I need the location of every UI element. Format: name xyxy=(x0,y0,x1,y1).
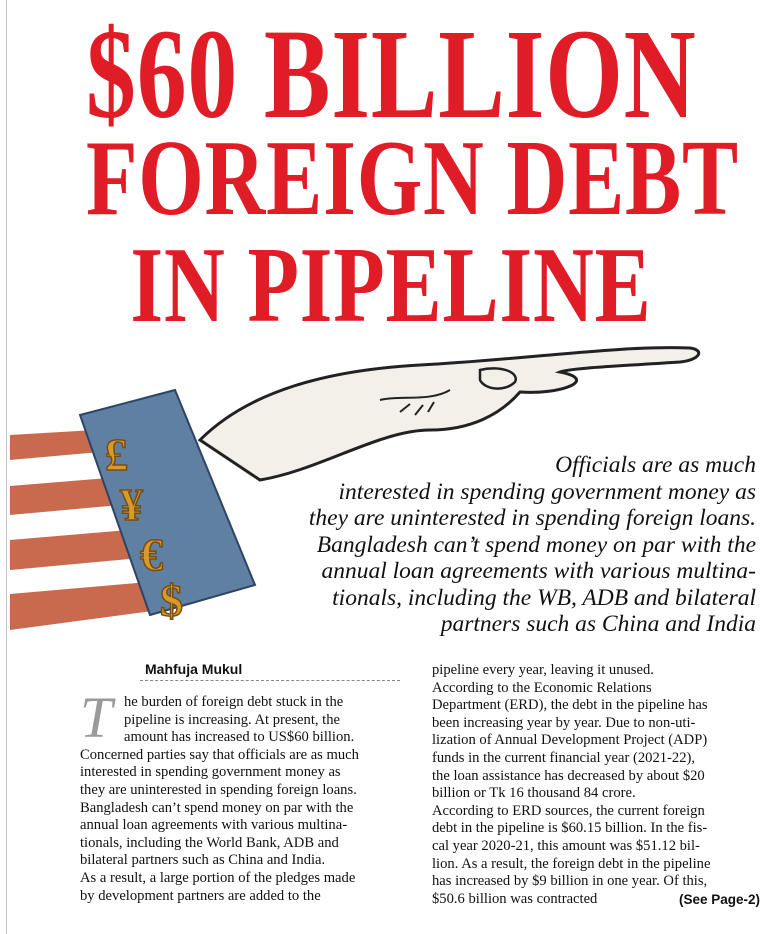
body-line: bilateral partners such as China and India. xyxy=(80,852,326,869)
body-line: debt in the pipeline is $60.15 billion. In the fis- xyxy=(432,820,708,837)
body-column-2 xyxy=(432,662,760,908)
body-line: annual loan agreements with various multina- xyxy=(80,817,348,834)
currency-symbol-yen: ¥ xyxy=(120,479,143,530)
body-line: pipeline is increasing. At present, the xyxy=(124,711,341,728)
headline-line-2: FOREIGN DEBT xyxy=(86,119,739,238)
byline: Mahfuja Mukul xyxy=(145,661,243,677)
body-line: lization of Annual Development Project (ADP) xyxy=(432,732,708,749)
currency-symbol-dollar: $ xyxy=(160,575,183,626)
headline-line-3: IN PIPELINE xyxy=(130,226,652,345)
body-line: As a result, a large portion of the pledges made xyxy=(80,869,356,886)
body-line-text: $50.6 billion was contracted xyxy=(432,890,598,907)
currency-symbol-pound: £ xyxy=(105,429,128,480)
continued-link[interactable]: (See Page-2) xyxy=(678,891,760,907)
dek-line: annual loan agreements with various multina- xyxy=(321,558,756,584)
body-line: the loan assistance has decreased by about $20 xyxy=(432,767,705,784)
body-line: funds in the current financial year (2021-22), xyxy=(432,749,695,766)
body-line: tionals, including the World Bank, ADB and xyxy=(80,834,339,851)
body-column-1 xyxy=(80,685,403,905)
byline-divider xyxy=(140,680,400,681)
body-line: According to the Economic Relations xyxy=(432,679,652,696)
body-line: According to ERD sources, the current foreign xyxy=(432,802,705,819)
body-line: been increasing year by year. Due to non-uti- xyxy=(432,714,696,731)
dek-line: they are uninterested in spending foreign loans. xyxy=(308,505,756,531)
body-line-last xyxy=(432,891,760,909)
body-line: amount has increased to US$60 billion. xyxy=(124,729,355,746)
body-line: Concerned parties say that officials are as much xyxy=(80,746,359,763)
headline-line-1: $60 BILLION xyxy=(86,3,697,145)
body-line: cal year 2020-21, this amount was $51.12 bil- xyxy=(432,837,700,854)
dek-line: interested in spending government money as xyxy=(338,478,756,505)
dek-line: Officials are as much xyxy=(555,452,756,478)
drop-cap: T xyxy=(80,685,113,750)
body-line: Department (ERD), the debt in the pipeline has xyxy=(432,697,708,714)
body-line: pipeline every year, leaving it unused. xyxy=(432,662,654,678)
body-line: lion. As a result, the foreign debt in the pipeline xyxy=(432,855,711,872)
body-line: billion or Tk 16 thousand 84 crore. xyxy=(432,785,636,802)
dek-line: partners such as China and India xyxy=(440,611,756,637)
body-line: they are uninterested in spending foreign loans. xyxy=(80,781,357,798)
body-line: by development partners are added to the xyxy=(80,887,321,904)
dek-line: Bangladesh can’t spend money on par with the xyxy=(316,531,756,558)
currency-symbol-euro: € xyxy=(140,529,163,580)
body-line: he burden of foreign debt stuck in the xyxy=(124,694,344,710)
body-line: Bangladesh can’t spend money on par with the xyxy=(80,799,354,816)
dek-line: tionals, including the WB, ADB and bilateral xyxy=(332,584,756,611)
article-dek xyxy=(196,452,756,638)
body-line: interested in spending government money as xyxy=(80,764,341,781)
body-line: has increased by $9 billion in one year. Of this, xyxy=(432,873,708,890)
